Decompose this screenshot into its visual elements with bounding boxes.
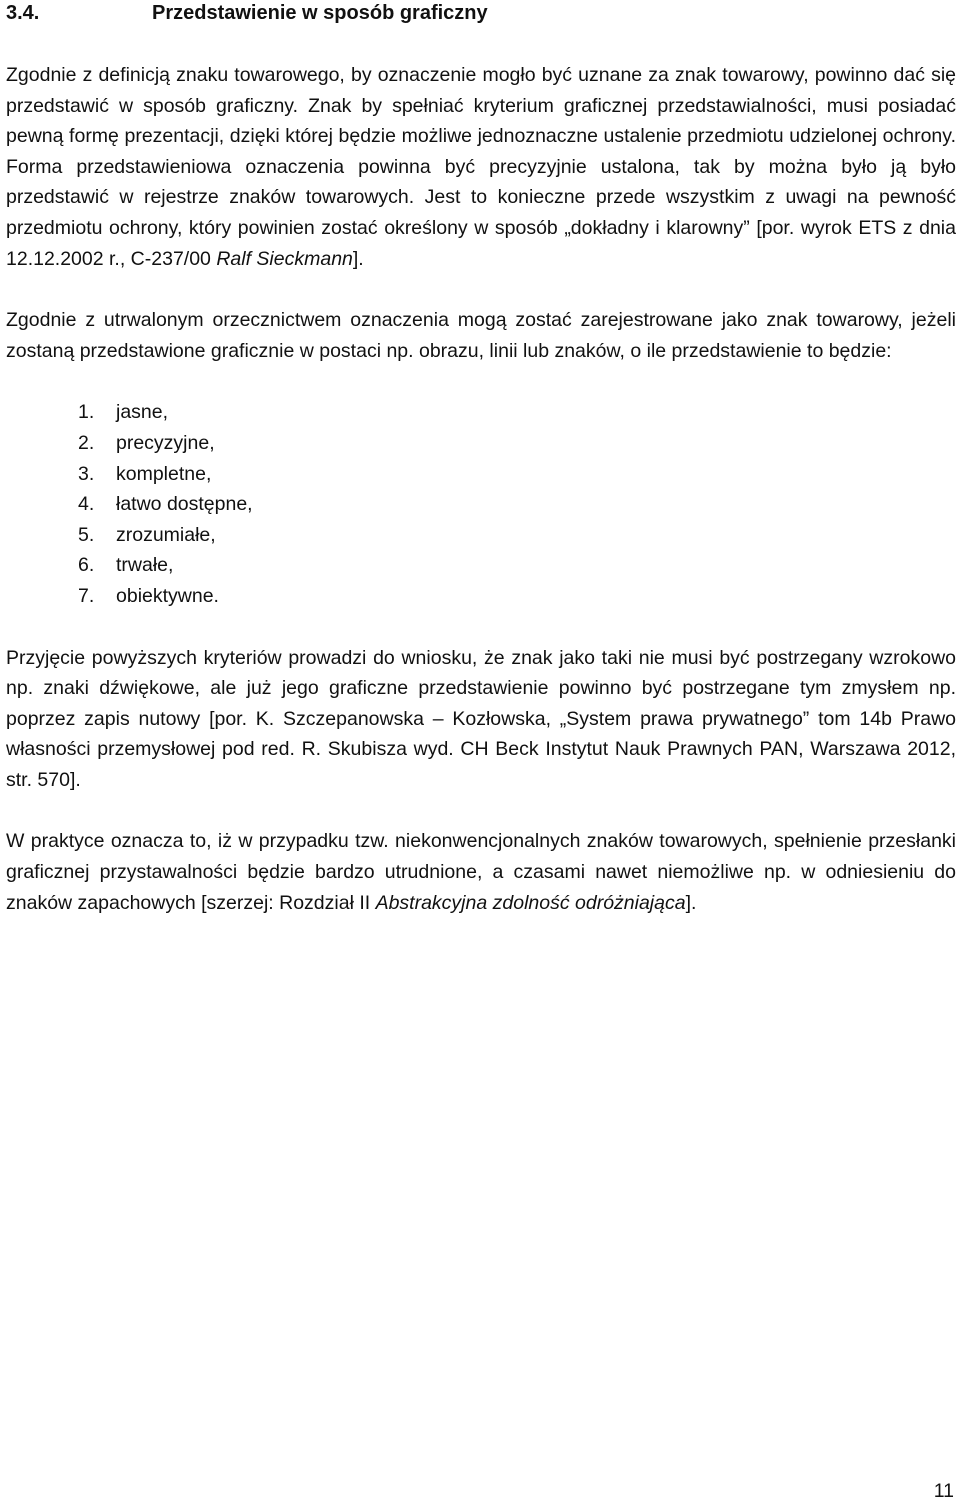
- list-item-label: łatwo dostępne,: [116, 493, 253, 516]
- paragraph-case-law: [6, 305, 956, 366]
- paragraph-text-end: ].: [685, 891, 697, 914]
- list-item-label: trwałe,: [116, 554, 174, 577]
- list-item-number: 1.: [78, 401, 95, 424]
- section-title: Przedstawienie w sposób graficzny: [152, 2, 488, 24]
- paragraph-text: W praktyce oznacza to, iż w przypadku tzw. niekonwencjonalnych znaków towarowych, spełnienie przesłanki graficznej przystawalności będzie bardzo utrudnione, a czasami nawet niemożliwe np. w odniesieniu do znaków zapachowych [szerzej: Rozdział II: [6, 830, 956, 914]
- section-number: 3.4.: [6, 2, 40, 24]
- list-item-number: 6.: [78, 554, 95, 577]
- list-item-number: 3.: [78, 462, 95, 485]
- case-name-italic: Ralf Sieckmann: [216, 247, 353, 270]
- paragraph-practice: [6, 826, 956, 918]
- document-page: [6, 0, 956, 918]
- list-item-number: 7.: [78, 584, 95, 607]
- list-item: [78, 489, 956, 520]
- list-item: [78, 520, 956, 551]
- paragraph-text: Zgodnie z utrwalonym orzecznictwem oznaczenia mogą zostać zarejestrowane jako znak towarowy, jeżeli zostaną przedstawione graficznie w postaci np. obrazu, linii lub znaków, o ile przedstawienie to będzie:: [6, 309, 956, 362]
- list-item-label: obiektywne.: [116, 584, 219, 607]
- page-number: 11: [933, 1480, 954, 1502]
- list-item-label: jasne,: [116, 401, 169, 424]
- list-item: [78, 459, 956, 490]
- list-item-number: 2.: [78, 431, 95, 454]
- paragraph-text-end: ].: [352, 247, 364, 270]
- list-item-label: precyzyjne,: [116, 431, 215, 454]
- paragraph-text: Zgodnie z definicją znaku towarowego, by oznaczenie mogło być uznane za znak towarowy, powinno dać się przedstawić w sposób graficzny. Znak by spełniać kryterium graficznej przedstawialności, musi posiadać pewną formę prezentacji, dzięki której będzie możliwe jednoznaczne ustalenie przedmiotu udzielonej ochrony. Forma przedstawieniowa oznaczenia powinna być precyzyjnie ustalona, tak by można było ją było przedstawić w rejestrze znaków towarowych. Jest to konieczne przede wszystkim z uwagi na pewność przedmiotu ochrony, który powinien zostać określony w sposób „dokładny i klarowny” [por. wyrok ETS z dnia 12.12.2002 r., C-237/00: [6, 64, 956, 270]
- list-item-label: kompletne,: [116, 462, 212, 485]
- section-heading: [6, 0, 956, 25]
- paragraph-conclusion: [6, 643, 956, 796]
- list-item: [78, 550, 956, 581]
- list-item-number: 5.: [78, 523, 95, 546]
- criteria-list: [6, 397, 956, 611]
- list-item: [78, 428, 956, 459]
- list-item-label: zrozumiałe,: [116, 523, 216, 546]
- paragraph-graphic-representation: [6, 60, 956, 274]
- paragraph-text: Przyjęcie powyższych kryteriów prowadzi do wniosku, że znak jako taki nie musi być postrzegany wzrokowo np. znaki dźwiękowe, ale już jego graficzne przedstawienie powinno być postrzegane tym zmysłem np. poprzez zapis nutowy [por. K. Szczepanowska – Kozłowska, „System prawa prywatnego” tom 14b Prawo własności przemysłowej pod red. R. Skubisza wyd. CH Beck Instytut Nauk Prawnych PAN, Warszawa 2012, str. 570].: [6, 646, 956, 791]
- list-item: [78, 397, 956, 428]
- chapter-title-italic: Abstrakcyjna zdolność odróżniająca: [375, 891, 686, 914]
- list-item-number: 4.: [78, 493, 95, 516]
- list-item: [78, 581, 956, 612]
